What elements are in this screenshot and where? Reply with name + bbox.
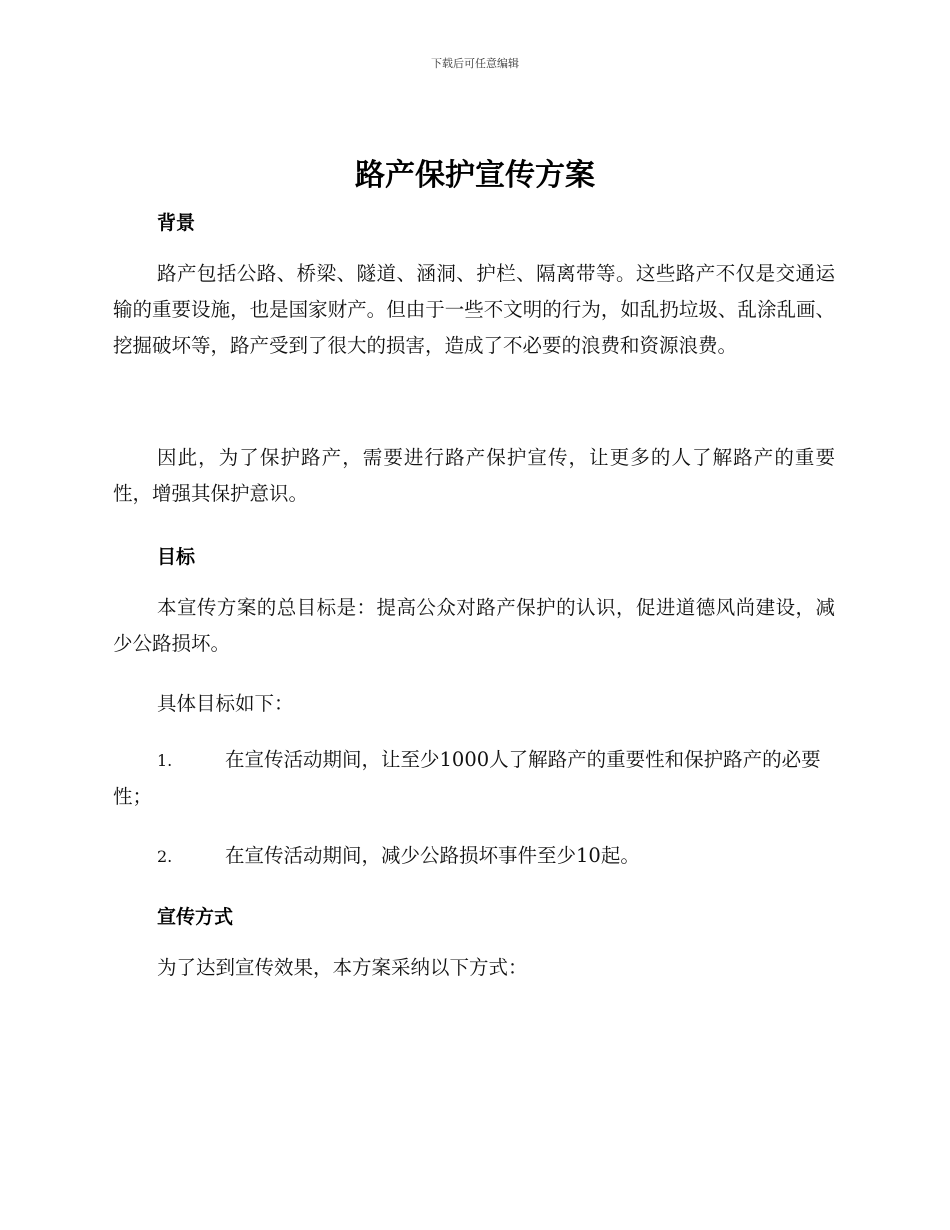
list-item: [113, 742, 843, 815]
document-title: 路产保护宣传方案: [355, 158, 595, 193]
list-item: [113, 838, 843, 875]
methods-paragraph-1: 为了达到宣传效果，本方案采纳以下方式：: [157, 956, 528, 979]
section-heading-methods: 宣传方式: [157, 906, 234, 928]
goals-paragraph-2: 具体目标如下：: [157, 692, 294, 715]
list-item-text: 在宣传活动期间，让至少1000人了解路产的重要性和保护路产的必要性；: [113, 748, 821, 808]
header-note: 下载后可任意编辑: [431, 57, 519, 70]
list-item-number: 2.: [157, 847, 173, 866]
section-heading-background: 背景: [157, 212, 196, 234]
goals-paragraph-1: 本宣传方案的总目标是：提高公众对路产保护的认识，促进道德风尚建设，减少公路损坏。: [113, 596, 835, 655]
background-paragraph-2: 因此，为了保护路产，需要进行路产保护宣传，让更多的人了解路产的重要性，增强其保护意识。: [113, 446, 835, 505]
background-paragraph-1: 路产包括公路、桥梁、隧道、涵洞、护栏、隔离带等。这些路产不仅是交通运输的重要设施，也是国家财产。但由于一些不文明的行为，如乱扔垃圾、乱涂乱画、挖掘破坏等，路产受到了很大的损害，造成了不必要的浪费和资源浪费。: [113, 262, 835, 357]
section-heading-goals: 目标: [157, 546, 196, 568]
list-item-text: 在宣传活动期间，减少公路损坏事件至少10起。: [225, 844, 640, 867]
list-item-number: 1.: [157, 751, 173, 770]
